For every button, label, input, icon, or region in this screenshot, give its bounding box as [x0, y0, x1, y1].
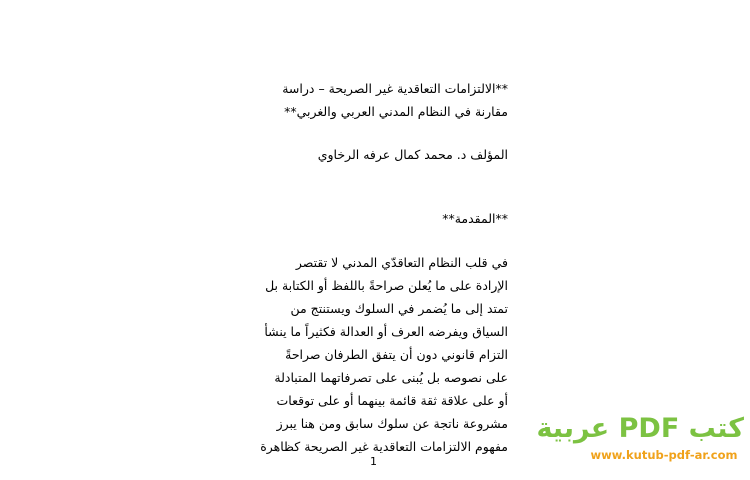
body-paragraph	[208, 251, 508, 458]
author-name: المؤلف د. محمد كمال عرفه الرخاوي	[317, 147, 508, 162]
paragraph-line: مشروعة ناتجة عن سلوك سابق ومن هنا يبرز	[276, 416, 508, 431]
page-number: 1	[370, 455, 377, 468]
watermark-url: www.kutub-pdf-ar.com	[590, 448, 738, 462]
paragraph-line: التزام قانوني دون أن يتفق الطرفان صراحةً	[285, 347, 508, 362]
watermark	[536, 412, 744, 462]
paragraph-line: تمتد إلى ما يُضمر في السلوك ويستنتج من	[290, 301, 508, 316]
introduction-heading: **المقدمة**	[442, 211, 508, 226]
watermark-logo: كتب PDF عربية	[536, 413, 744, 444]
document-title	[208, 77, 508, 123]
author-line	[208, 143, 508, 166]
paragraph-line: الإرادة على ما يُعلن صراحةً باللفظ أو الكتابة بل	[265, 278, 508, 293]
title-line: **الالتزامات التعاقدية غير الصريحة – دراسة	[282, 81, 508, 96]
section-heading	[208, 207, 508, 230]
paragraph-line: أو على علاقة ثقة قائمة بينهما أو على توقعات	[276, 393, 508, 408]
paragraph-line: السياق ويفرضه العرف أو العدالة فكثيراً ما ينشأ	[264, 324, 508, 339]
title-line: مقارنة في النظام المدني العربي والغربي**	[284, 104, 508, 119]
paragraph-line: على نصوصه بل يُبنى على تصرفاتهما المتبادلة	[274, 370, 508, 385]
paragraph-line: مفهوم الالتزامات التعاقدية غير الصريحة كظاهرة	[260, 439, 508, 454]
paragraph-line: في قلب النظام التعاقدّي المدني لا تقتصر	[295, 255, 508, 270]
